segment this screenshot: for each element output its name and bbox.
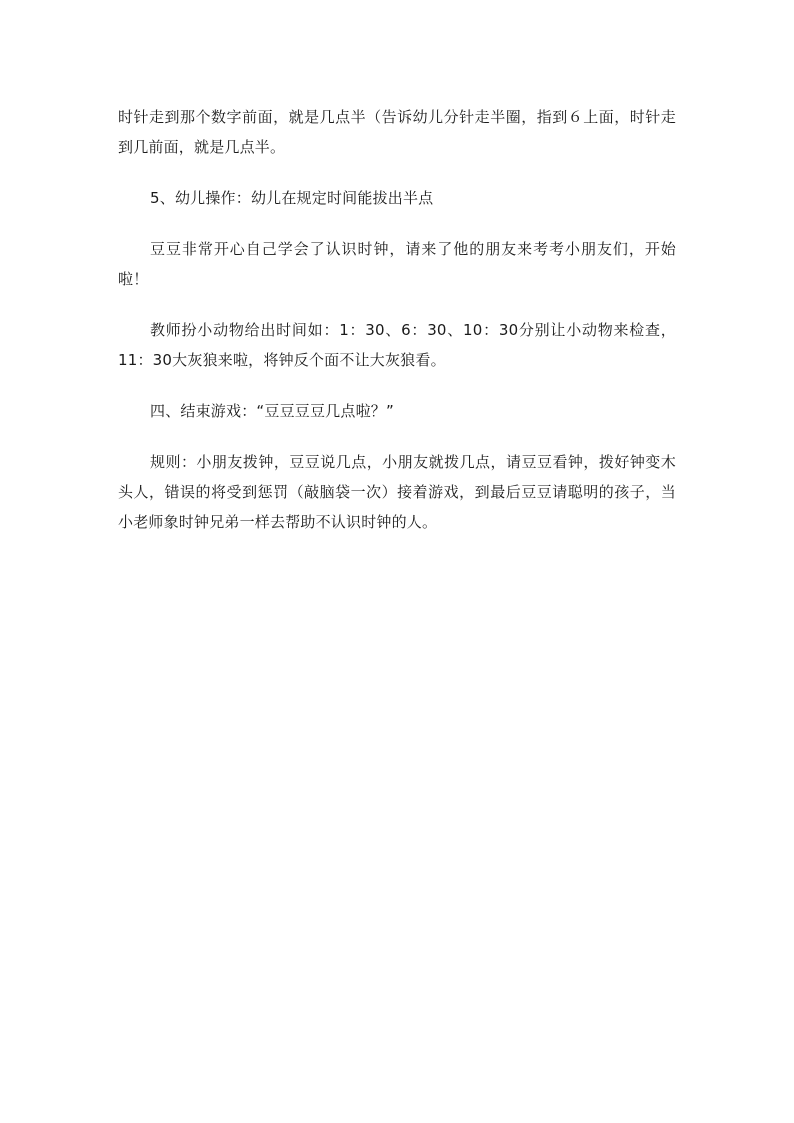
paragraph-continuation: 时针走到那个数字前面，就是几点半（告诉幼儿分针走半圈，指到６上面，时针走到几前面，就是几点半。 xyxy=(118,108,676,156)
paragraph-game-rules: 规则：小朋友拨钟，豆豆说几点，小朋友就拨几点，请豆豆看钟，拨好钟变木头人，错误的将受到惩罚（敲脑袋一次）接着游戏，到最后豆豆请聪明的孩子，当小老师象时钟兄弟一样去帮助不认识时钟的人。 xyxy=(118,453,676,531)
document-body xyxy=(118,102,676,558)
paragraph-teacher-animals: 教师扮小动物给出时间如：1：30、6：30、10：30分别让小动物来检查，11：30大灰狼来啦，将钟反个面不让大灰狼看。 xyxy=(118,321,676,369)
paragraph-step-5: 5、幼儿操作：幼儿在规定时间能拔出半点 xyxy=(150,189,434,207)
paragraph-doudou-intro: 豆豆非常开心自己学会了认识时钟，请来了他的朋友来考考小朋友们，开始啦！ xyxy=(118,240,676,288)
paragraph-section-four: 四、结束游戏：“豆豆豆豆几点啦？” xyxy=(150,402,394,420)
